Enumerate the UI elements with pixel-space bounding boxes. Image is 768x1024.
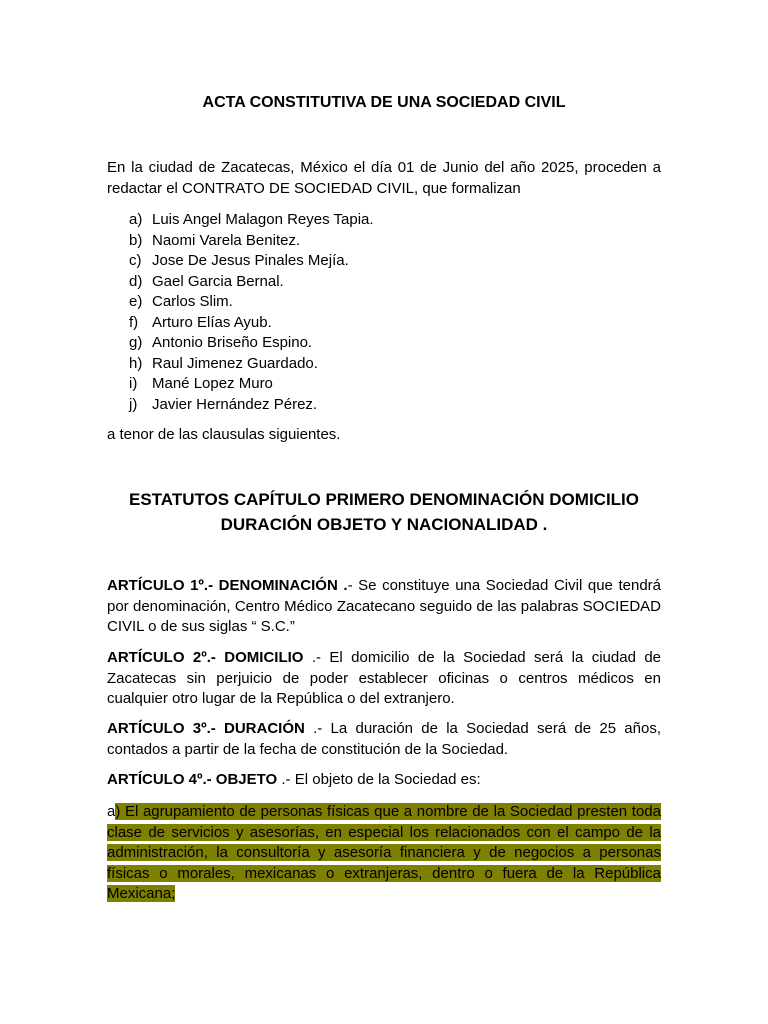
list-item: [107, 333, 661, 354]
article-text: .- La duración de la Sociedad será de 25 años, contados a partir de la fecha de constitución de la Sociedad.: [107, 720, 662, 758]
list-marker: e): [129, 293, 143, 310]
article-text: .- El domicilio de la Sociedad será la ciudad de Zacatecas sin perjuicio de poder establecer oficinas o centros médicos en cualquier otro lugar de la República o del extranjero.: [107, 649, 661, 707]
closing-line: a tenor de las clausulas siguientes.: [107, 426, 341, 443]
article-heading: ARTÍCULO 4º.- OBJETO: [107, 771, 278, 788]
list-marker: d): [129, 272, 143, 290]
clause-prefix: a: [107, 803, 116, 820]
list-marker: c): [129, 252, 142, 269]
highlighted-clause-text: ) El agrupamiento de personas físicas que a nombre de la Sociedad presten toda clase de servicios y asesorías, en especial los relacionados con el campo de la administración, la consultoría y asesoría financiera y de negocios a personas físicas o morales, mexicanas o extranjeras, dentro o fuera de la República Mexicana;: [107, 803, 661, 902]
article-heading: ARTÍCULO 2º.- DOMICILIO: [107, 649, 304, 666]
list-item: [107, 354, 661, 375]
clause-a: [107, 802, 661, 905]
list-item: [107, 292, 661, 313]
list-item: [107, 272, 661, 293]
list-marker: g): [129, 334, 143, 351]
list-item: [107, 374, 661, 395]
chapter-heading-line1: ESTATUTOS CAPÍTULO PRIMERO DENOMINACIÓN DOMICILIO: [129, 490, 639, 509]
chapter-heading: [107, 487, 661, 537]
party-name: Javier Hernández Pérez.: [152, 395, 318, 413]
chapter-heading-line2: DURACIÓN OBJETO Y NACIONALIDAD .: [220, 515, 548, 534]
article-heading: ARTÍCULO 3º.- DURACIÓN: [107, 720, 305, 737]
party-name: Naomi Varela Benitez.: [152, 231, 301, 249]
list-item: [107, 313, 661, 334]
article-1: [107, 576, 661, 638]
list-marker: a): [129, 211, 143, 228]
list-marker: j): [129, 395, 138, 413]
party-name: Jose De Jesus Pinales Mejía.: [152, 252, 349, 269]
list-item: [107, 395, 661, 416]
party-name: Carlos Slim.: [152, 293, 233, 310]
list-marker: f): [129, 313, 139, 331]
party-name: Mané Lopez Muro: [152, 375, 273, 392]
article-3: [107, 719, 661, 760]
list-item: [107, 231, 661, 252]
list-item: [107, 251, 661, 272]
intro-paragraph: En la ciudad de Zacatecas, México el día 01 de Junio del año 2025, proceden a redactar el CONTRATO DE SOCIEDAD CIVIL, que formalizan: [107, 159, 661, 197]
article-2: [107, 648, 661, 710]
list-marker: h): [129, 354, 143, 372]
list-marker: i): [129, 375, 138, 392]
article-heading: ARTÍCULO 1º.- DENOMINACIÓN .: [107, 577, 348, 594]
party-name: Arturo Elías Ayub.: [152, 313, 272, 331]
article-4: [107, 770, 661, 791]
party-name: Gael Garcia Bernal.: [152, 272, 284, 290]
article-text: - Se constituye una Sociedad Civil que tendrá por denominación, Centro Médico Zacatecano seguido de las palabras SOCIEDAD CIVIL o de sus siglas “ S.C.”: [107, 577, 661, 635]
document-title: ACTA CONSTITUTIVA DE UNA SOCIEDAD CIVIL: [202, 94, 566, 111]
party-name: Raul Jimenez Guardado.: [152, 354, 318, 372]
list-item: [107, 210, 661, 231]
party-name: Luis Angel Malagon Reyes Tapia.: [152, 211, 374, 228]
article-text: .- El objeto de la Sociedad es:: [277, 771, 481, 788]
party-name: Antonio Briseño Espino.: [152, 334, 313, 351]
parties-list: [107, 210, 661, 415]
list-marker: b): [129, 231, 143, 249]
